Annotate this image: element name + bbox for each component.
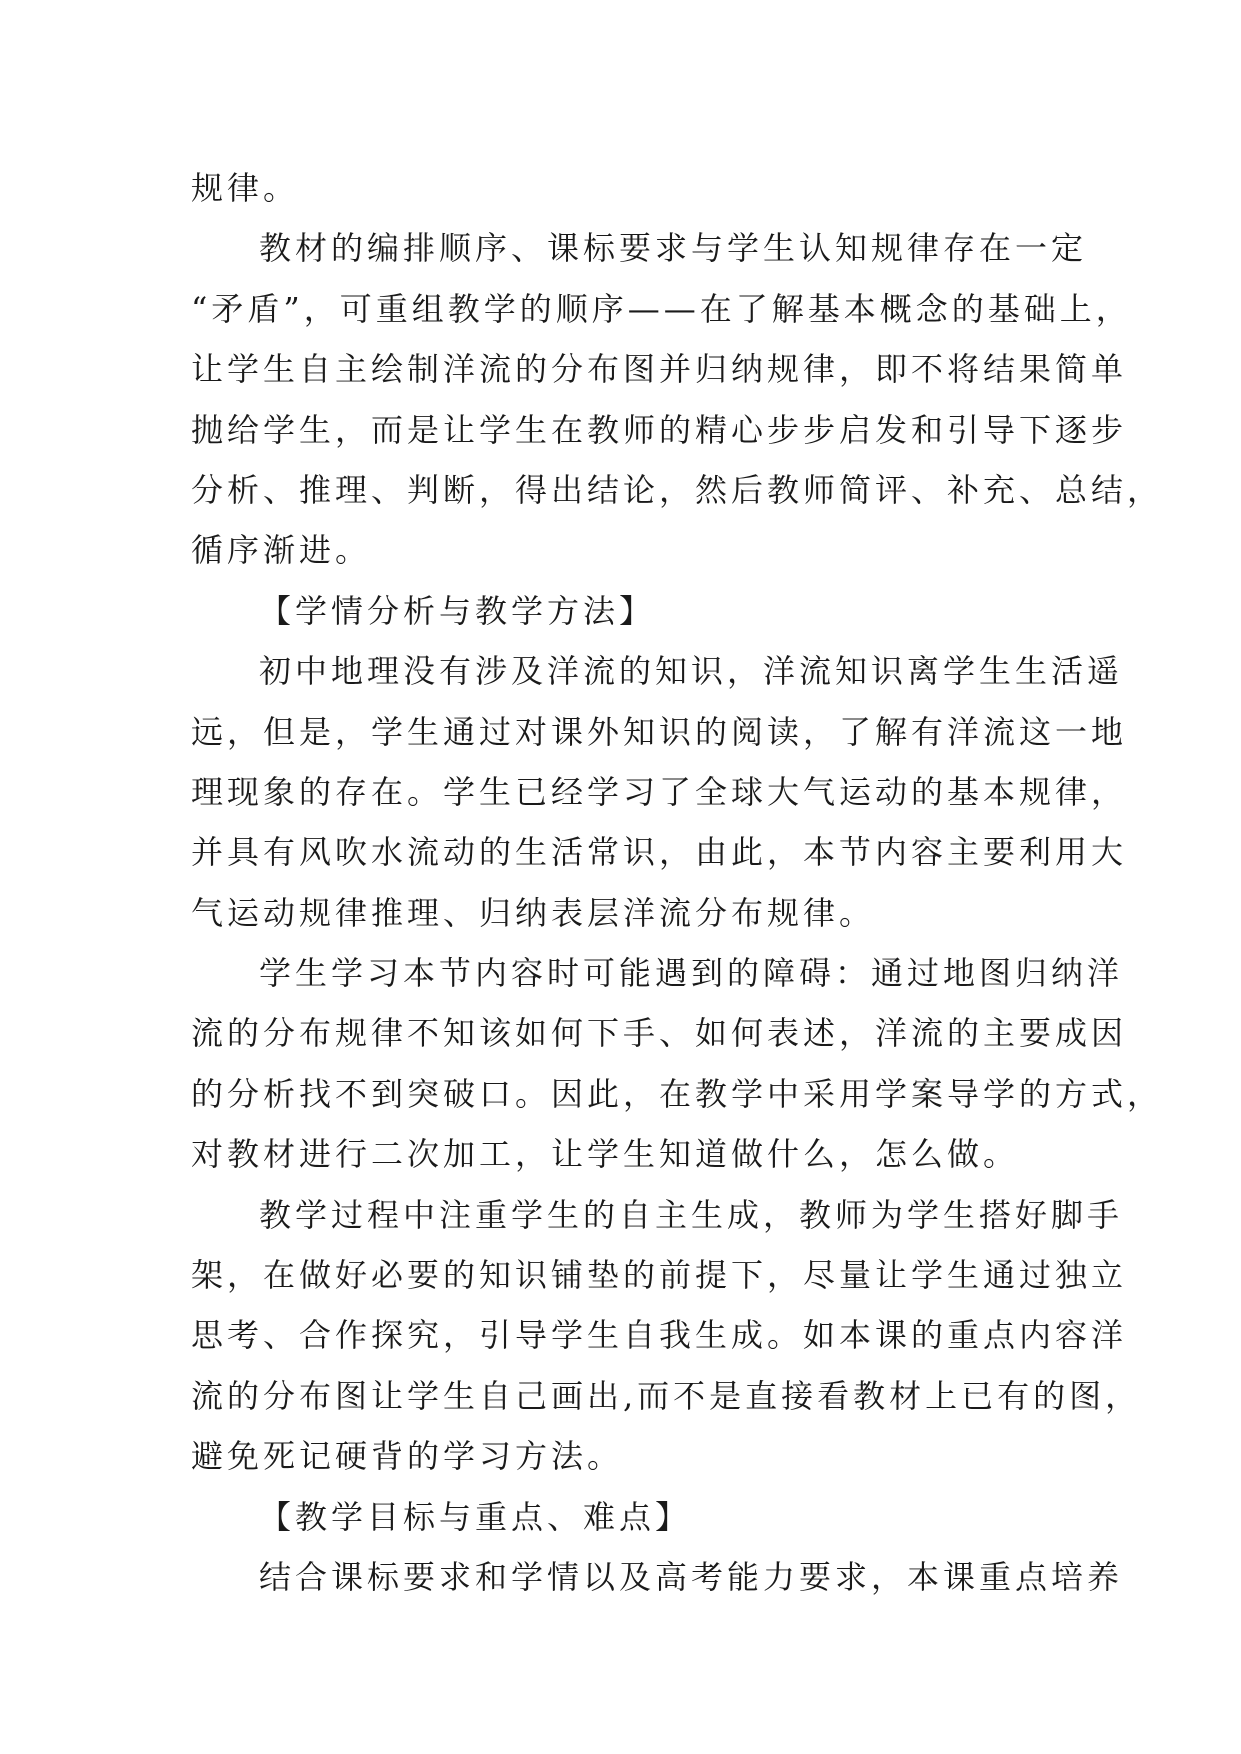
text-line: 分析、推理、判断，得出结论，然后教师简评、补充、总结， (191, 470, 1164, 509)
text-line: 并具有风吹水流动的生活常识，由此，本节内容主要利用大 (191, 833, 1128, 872)
paragraph-continuation (191, 158, 1061, 218)
document-body (191, 158, 1164, 1607)
text-line: 循序渐进。 (191, 531, 372, 570)
paragraph-teaching-process (191, 1185, 1142, 1487)
text-line: 远，但是，学生通过对课外知识的阅读，了解有洋流这一地 (191, 712, 1128, 751)
text-line: 流的分布图让学生自己画出,而不是直接看教材上已有的图， (191, 1376, 1142, 1415)
text-line: 流的分布规律不知该如何下手、如何表述，洋流的主要成因 (191, 1014, 1128, 1053)
text-line: 架，在做好必要的知识铺垫的前提下，尽量让学生通过独立 (191, 1256, 1128, 1295)
section-heading-teaching-goals (191, 1487, 1061, 1547)
text-line: 学生学习本节内容时可能遇到的障碍：通过地图归纳洋 (259, 954, 1124, 993)
heading-text: 【教学目标与重点、难点】 (259, 1497, 692, 1536)
paragraph-goals-start (191, 1547, 1124, 1607)
text-line: 气运动规律推理、归纳表层洋流分布规律。 (191, 893, 876, 932)
text-line: 的分析找不到突破口。因此，在教学中采用学案导学的方式， (191, 1074, 1164, 1113)
text-line: 避免死记硬背的学习方法。 (191, 1437, 624, 1476)
text-line: 让学生自主绘制洋流的分布图并归纳规律，即不将结果简单 (191, 350, 1128, 389)
text-line: 教学过程中注重学生的自主生成，教师为学生搭好脚手 (259, 1195, 1124, 1234)
text-line: 抛给学生，而是让学生在教师的精心步步启发和引导下逐步 (191, 410, 1128, 449)
paragraph-textbook-order (191, 218, 1164, 580)
paragraph-junior-geography (191, 641, 1128, 943)
text-line: 结合课标要求和学情以及高考能力要求，本课重点培养 (259, 1557, 1124, 1596)
section-heading-learning-analysis (191, 581, 1061, 641)
text-line: “矛盾”，可重组教学的顺序——在了解基本概念的基础上， (191, 289, 1132, 328)
text-line: 规律。 (191, 169, 300, 207)
paragraph-learning-obstacles (191, 943, 1164, 1185)
text-line: 教材的编排顺序、课标要求与学生认知规律存在一定 (259, 229, 1088, 268)
heading-text: 【学情分析与教学方法】 (259, 591, 656, 630)
text-line: 对教材进行二次加工，让学生知道做什么，怎么做。 (191, 1135, 1020, 1174)
text-line: 思考、合作探究，引导学生自我生成。如本课的重点内容洋 (191, 1316, 1128, 1355)
text-line: 初中地理没有涉及洋流的知识，洋流知识离学生生活遥 (259, 652, 1124, 691)
text-line: 理现象的存在。学生已经学习了全球大气运动的基本规律， (191, 772, 1128, 811)
